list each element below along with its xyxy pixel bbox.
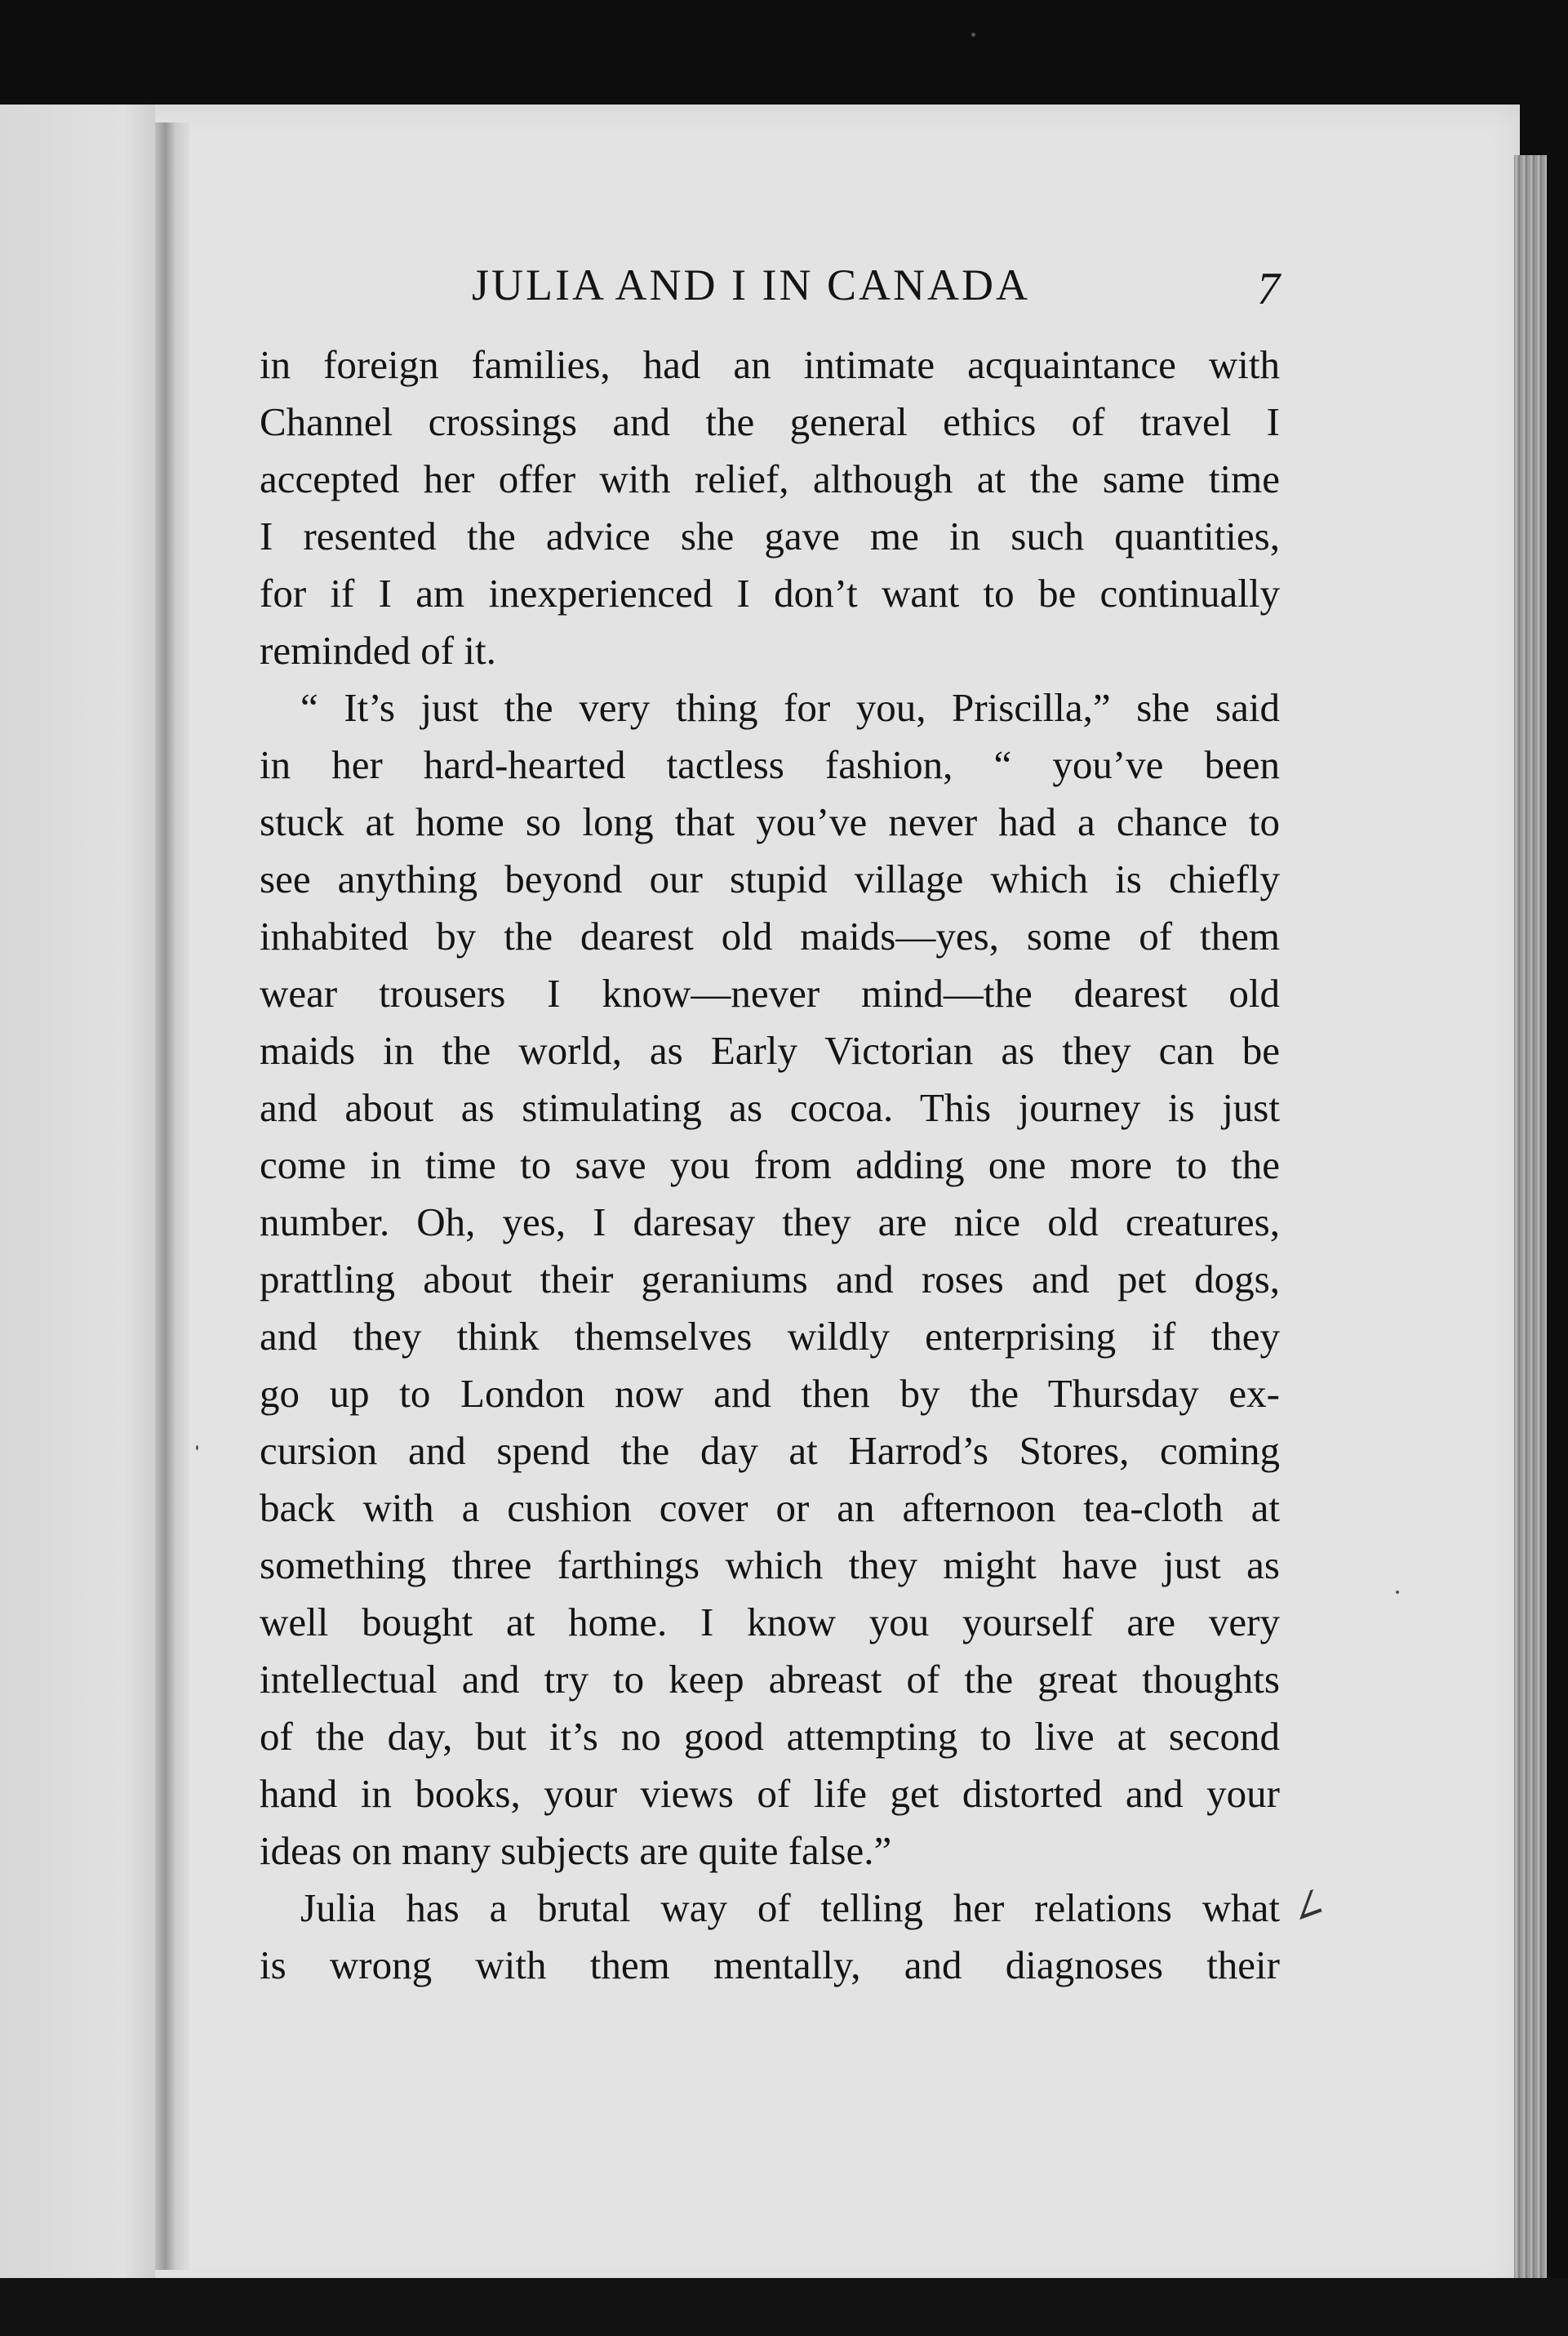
running-head-title: JULIA AND I IN CANADA bbox=[472, 260, 1030, 309]
text-line: maids in the world, as Early Victorian as they can be bbox=[260, 1028, 1280, 1073]
text-line: accepted her offer with relief, although at the same time bbox=[260, 456, 1280, 501]
text-line: cursion and spend the day at Harrod’s Stores, coming bbox=[260, 1428, 1280, 1473]
page-number: 7 bbox=[1257, 264, 1280, 314]
text-line: go up to London now and then by the Thursday ex- bbox=[260, 1371, 1280, 1416]
text-line: and about as stimulating as cocoa. This journey is just bbox=[260, 1085, 1280, 1130]
text-line: back with a cushion cover or an afternoon tea-cloth at bbox=[260, 1485, 1280, 1530]
text-line: for if I am inexperienced I don’t want to be continually bbox=[260, 571, 1280, 616]
text-line: something three farthings which they might have just as bbox=[260, 1542, 1280, 1587]
text-line: Channel crossings and the general ethics of travel I bbox=[260, 399, 1280, 444]
text-line: number. Oh, yes, I daresay they are nice old creatures, bbox=[260, 1199, 1280, 1244]
scan-speck bbox=[971, 33, 975, 37]
text-line: of the day, but it’s no good attempting to live at second bbox=[260, 1714, 1280, 1759]
scan-bottom-border bbox=[0, 2278, 1568, 2336]
left-facing-page-edge bbox=[0, 105, 155, 2293]
text-line: stuck at home so long that you’ve never had a chance to bbox=[260, 799, 1280, 844]
text-line: in foreign families, had an intimate acquaintance with bbox=[260, 342, 1280, 387]
text-line: inhabited by the dearest old maids—yes, some of them bbox=[260, 914, 1280, 959]
text-line: wear trousers I know—never mind—the dearest old bbox=[260, 971, 1280, 1016]
text-line: Julia has a brutal way of telling her relations what bbox=[300, 1885, 1280, 1930]
text-line: come in time to save you from adding one more to the bbox=[260, 1142, 1280, 1187]
text-line: intellectual and try to keep abreast of the great thoughts bbox=[260, 1657, 1280, 1702]
text-line: is wrong with them mentally, and diagnoses their bbox=[260, 1942, 1280, 1987]
scan-speck bbox=[1396, 1591, 1399, 1594]
text-line: well bought at home. I know you yourself are very bbox=[260, 1600, 1280, 1644]
binding-gutter bbox=[155, 122, 189, 2270]
text-line: I resented the advice she gave me in such quantities, bbox=[260, 514, 1280, 558]
right-page-edge bbox=[1514, 155, 1547, 2319]
text-line: “ It’s just the very thing for you, Priscilla,” she said bbox=[300, 685, 1280, 730]
text-line: ideas on many subjects are quite false.” bbox=[260, 1828, 892, 1873]
text-line: and they think themselves wildly enterprising if they bbox=[260, 1314, 1280, 1359]
pencil-margin-mark: ∠ bbox=[1282, 1877, 1333, 1936]
text-line: hand in books, your views of life get distorted and your bbox=[260, 1771, 1280, 1816]
text-line: in her hard-hearted tactless fashion, “ you’ve been bbox=[260, 742, 1280, 787]
scan-speck bbox=[196, 1445, 198, 1450]
text-line: see anything beyond our stupid village which is chiefly bbox=[260, 857, 1280, 901]
text-line: prattling about their geraniums and roses and pet dogs, bbox=[260, 1257, 1280, 1301]
running-head bbox=[260, 260, 1280, 314]
text-line: reminded of it. bbox=[260, 628, 496, 673]
